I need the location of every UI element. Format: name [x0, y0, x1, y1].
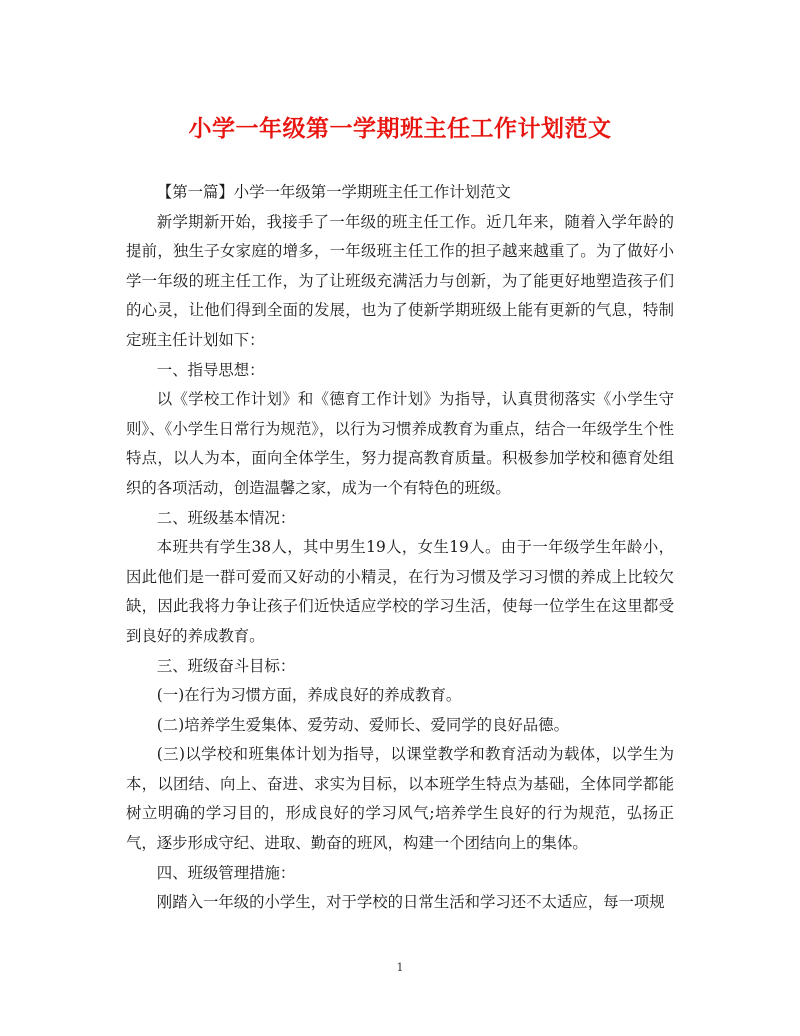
document-title: 小学一年级第一学期班主任工作计划范文	[188, 115, 612, 142]
goal-item-2: (二)培养学生爱集体、爱劳动、爱师长、爱同学的良好品德。	[156, 715, 569, 734]
section-heading-first-article: 【第一篇】小学一年级第一学期班主任工作计划范文	[156, 183, 511, 201]
section-heading-management-measures: 四、班级管理措施：	[156, 863, 296, 882]
section-heading-class-basics: 二、班级基本情况：	[156, 508, 296, 527]
guiding-thought-paragraph: 以《学校工作计划》和《德育工作计划》为指导，认真贯彻落实《小学生守则》、《小学生日常行为规范》，以行为习惯养成教育为重点，结合一年级学生个性特点，以人为本，面向全体学生，努力提高教育质量。积极参加学校和德育处组织的各项活动，创造温馨之家，成为一个有特色的班级。	[126, 390, 674, 497]
goal-item-3: (三)以学校和班集体计划为指导，以课堂教学和教育活动为载体，以学生为本，以团结、向上、奋进、求实为目标，以本班学生特点为基础，全体同学都能树立明确的学习目的，形成良好的学习风气;培养学生良好的行为规范，弘扬正气，逐步形成守纪、进取、勤奋的班风，构建一个团结向上的集体。	[126, 745, 674, 853]
section-heading-guiding-thought: 一、指导思想：	[156, 360, 265, 379]
document-body	[126, 178, 674, 918]
management-measures-paragraph: 刚踏入一年级的小学生，对于学校的日常生活和学习还不太适应，每一项规	[156, 893, 665, 912]
goal-item-1: (一)在行为习惯方面，养成良好的养成教育。	[156, 686, 462, 705]
section-heading-class-goals: 三、班级奋斗目标：	[156, 656, 296, 675]
intro-paragraph: 新学期新开始，我接手了一年级的班主任工作。近几年来，随着入学年龄的提前，独生子女家庭的增多，一年级班主任工作的担子越来越重了。为了做好小学一年级的班主任工作，为了让班级充满活力与创新，为了能更好地塑造孩子们的心灵，让他们得到全面的发展，也为了使新学期班级上能有更新的气息，特制定班主任计划如下：	[126, 212, 674, 349]
page-number: 1	[396, 961, 404, 974]
class-basics-paragraph: 本班共有学生38人，其中男生19人，女生19人。由于一年级学生年龄小，因此他们是一群可爱而又好动的小精灵，在行为习惯及学习习惯的养成上比较欠缺，因此我将力争让孩子们近快适应学校的学习生活，使每一位学生在这里都受到良好的养成教育。	[126, 538, 674, 645]
